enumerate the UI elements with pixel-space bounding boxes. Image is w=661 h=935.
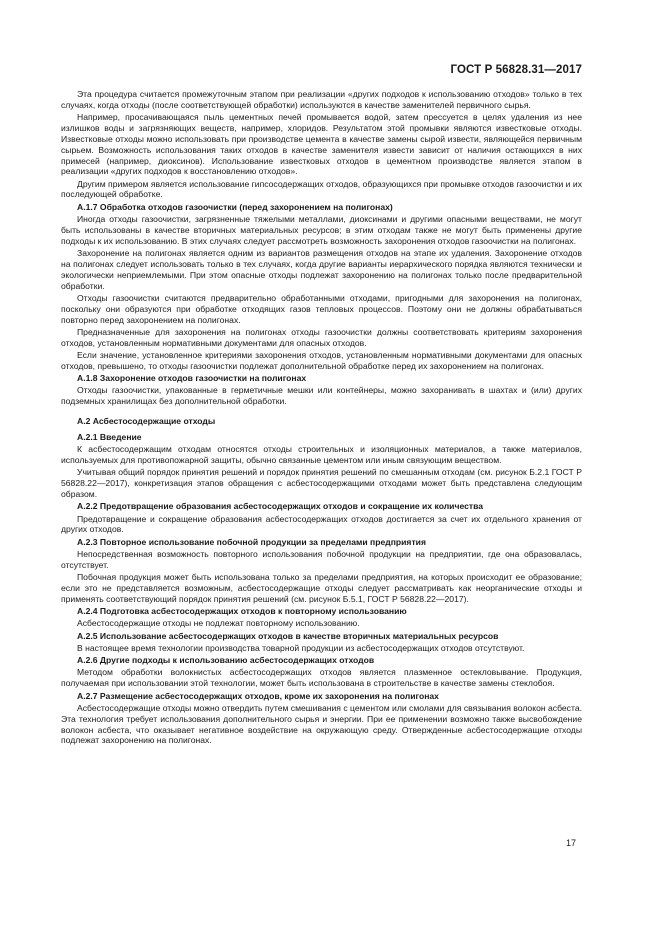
section-heading: А.2.1 Введение (77, 431, 142, 442)
section-heading: А.2.5 Использование асбестосодержащих отходов в качестве вторичных материальных ресурсов (77, 630, 499, 641)
section-heading: А.2.2 Предотвращение образования асбестосодержащих отходов и сокращение их количества (77, 501, 484, 512)
section-heading: А.1.8 Захоронение отходов газоочистки на полигонах (77, 373, 307, 384)
section-heading: А.2 Асбестосодержащие отходы (77, 416, 216, 426)
paragraph: Методом обработки волокнистых асбестосодержащих отходов является плазменное остекловывание. Продукция, получаемая при использовании этой технологии, может быть использована в строительстве в качестве замены стеклобоя. (61, 667, 582, 689)
paragraph: Эта процедура считается промежуточным этапом при реализации «других подходов к использованию отходов» только в тех случаях, когда отходы (после соответствующей обработки) используются в качестве заменителей первичного сырья. (61, 89, 582, 110)
paragraph: Предназначенные для захоронения на полигонах отходы газоочистки должны соответствовать критериям захоронения отходов, установленным нормативными документами для опасных отходов. (61, 326, 582, 348)
paragraph: Предотвращение и сокращение образования асбестосодержащих отходов достигается за счет их отдельного хранения от других отходов. (61, 513, 582, 535)
section-heading: А.2.6 Другие подходы к использованию асбестосодержащих отходов (77, 655, 375, 666)
page-number: 17 (566, 838, 577, 848)
document-header: ГОСТ Р 56828.31—2017 (450, 64, 582, 76)
section-heading: А.2.3 Повторное использование побочной продукции за пределами предприятия (77, 536, 426, 547)
paragraph: Отходы газоочистки, упакованные в герметичные мешки или контейнеры, можно захоранивать в шахтах и (или) других подземных хранилищах без дополнительной обработки. (61, 385, 582, 407)
section-heading: А.2.7 Размещение асбестосодержащих отходов, кроме их захоронения на полигонах (77, 690, 439, 701)
paragraph: Асбестосодержащие отходы не подлежат повторному использованию. (77, 618, 360, 629)
section-heading: А.1.7 Обработка отходов газоочистки (перед захоронением на полигонах) (77, 201, 393, 212)
paragraph: В настоящее время технологии производства товарной продукции из асбестосодержащих отходов отсутствуют. (77, 642, 525, 653)
paragraph: Асбестосодержащие отходы можно отвердить путем смешивания с цементом или смолами для связывания волокон асбеста. Эта технология требует использования дополнительного сырья и энергии. При ее применении возможно также высвобождение волокон асбеста, что оказывает негативное воздействие на окружающую среду. Отвержденные асбестосодержащие отходы подлежат захоронению на полигонах. (61, 702, 582, 746)
paragraph: Например, просачивающаяся пыль цементных печей промывается водой, затем прессуется в целях удаления из нее излишков воды и загрязняющих веществ, например, хлоридов. Результатом этой промывки являются известковые отходы. Известковые отходы можно использовать при производстве цемента в качестве замены сырой извести, являющейся первичным сырьем. Возможность использования таких отходов в качестве заменителя извести зависит от наличия остающихся в них примесей (например, диоксинов). Использование известковых отходов в цементном производстве является этапом в реализации «других подходов к восстановлению отходов». (61, 112, 582, 177)
paragraph: Если значение, установленное критериями захоронения отходов, установленным нормативными документами для опасных отходов, превышено, то отходы газоочистки подлежат дополнительной обработке перед их захоронением на полигонах. (61, 349, 582, 371)
paragraph: Учитывая общий порядок принятия решений и порядок принятия решений по смешанным отходам (см. рисунок Б.2.1 ГОСТ Р 56828.22—2017), конкретизация этапов обращения с асбестосодержащими отходами может быть представлена следующим образом. (61, 467, 582, 499)
paragraph: Иногда отходы газоочистки, загрязненные тяжелыми металлами, диоксинами и другими опасными веществами, не могут быть использованы в качестве вторичных материальных ресурсов; в этим отходам также не могут быть применены другие подходы к их использованию. В этих случаях следует рассмотреть возможность захоронения отходов газоочистки на полигонах. (61, 214, 582, 246)
paragraph: Побочная продукция может быть использована только за пределами предприятия, на которых происходит ее образование; если это не представляется возможным, асбестосодержащие отходы следует рассматривать как неорганические отходы и применять соответствующий порядок принятия решений (см. рисунок Б.5.1, ГОСТ Р 56828.22—2017). (61, 572, 582, 604)
paragraph: Захоронение на полигонах является одним из вариантов размещения отходов на этапе их удаления. Захоронение отходов на полигонах следует использовать только в тех случаях, когда другие варианты иерархического порядка являются технически и экологически неприемлемыми. При этом опасные отходы подлежат захоронению на полигонах только после предварительной обработки. (61, 248, 582, 291)
section-heading: А.2.4 Подготовка асбестосодержащих отходов к повторному использованию (77, 606, 407, 616)
paragraph: Непосредственная возможность повторного использования побочной продукции на предприятии, где она образовалась, отсутствует. (61, 548, 582, 570)
paragraph: Отходы газоочистки считаются предварительно обработанными отходами, пригодными для захоронения на полигонах, поскольку они образуются при обработке отходящих газов тепловых процессов. Поэтому они не должны обрабатываться повторно перед захоронением на полигонах. (61, 292, 582, 325)
page-body (61, 89, 582, 748)
paragraph: Другим примером является использование гипсосодержащих отходов, образующихся при промывке отходов газоочистки и их последующей обработке. (61, 178, 582, 200)
paragraph: К асбестосодержащим отходам относятся отходы строительных и изоляционных материалов, а также материалов, используемых для противопожарной защиты, обычно связанные цементом или иным связующим веществом. (61, 444, 582, 465)
